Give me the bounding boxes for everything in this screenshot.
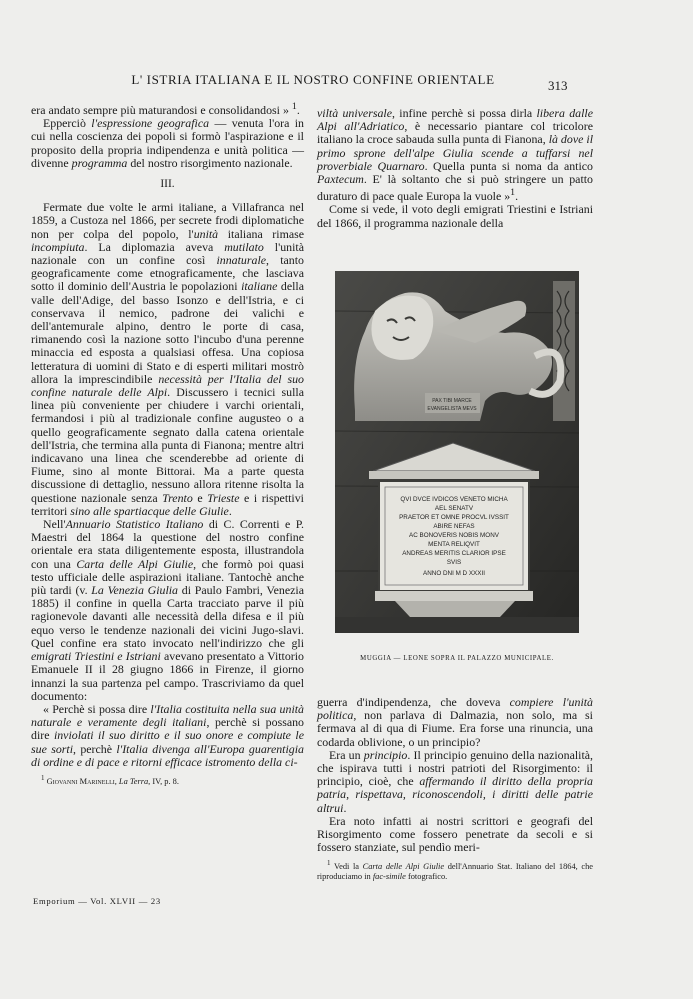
right-paragraph-3: guerra d'indipendenza, che doveva compiere l'unità politica, non parlava di Dalmazia, non solo, ma si fermava al di qua di Fiume. Era forse una rinuncia, una codarda oblivione, o un principio? (317, 695, 593, 749)
plaque-line-8: SVIS (446, 559, 462, 566)
plaque-line-7: ANDREAS MERITIS CLARIOR IPSE (402, 550, 506, 557)
right-paragraph-2: Come si vede, il voto degli emigrati Triestini e Istriani del 1866, il programma nazionale della (317, 202, 593, 230)
right-paragraph-1: viltà universale, infine perchè si possa dirla libera dalle Alpi all'Adriatico, è necessario piantare col tricolore italiano la croce sabauda sulla punta di Fianona, là dove il primo sprone dell'alpe Giulia scende a tuffarsi nel proverbiale Quarnaro. Quella punta si noma da antico Paxtecum. E' là soltanto che si può stringere un patto duraturo di pace quale Europa la vuole »$^1$. (317, 106, 594, 204)
left-paragraph-3: Fermate due volte le armi italiane, a Villafranca nel 1859, a Custoza nel 1866, per secrete frodi diplomatiche non per colpa del popolo, l'unità italiana rimase incompiuta. La diplomazia aveva mutilato l'unità nazionale con un confine così innaturale, tanto geograficamente come etnograficamente, che lasciava sotto il dominio dell'Austria le popolazioni italiane della valle dell'Adige, del basso Isonzo e dell'Istria, e ci conservava il nemico, padrone dei valichi e dell'antemurale alpino, dentro le porte di casa, rimanendo così la nazione sotto l'incubo d'una perenne minaccia ed esposta a qualsiasi offesa. Una copiosa letteratura di uomini di Stato e di esperti militari mostrò allora la imprescindibile necessità per l'Italia del suo confine naturale delle Alpi. Discussero i tecnici sulla linea più conveniente per chiudere i varchi orientali, fermandosi i più al tradizionale confine augusteo o a quello geograficamente segnato dalla catena orientale dell'Istria, che termina alla punta di Fianona; mentre altri indicavano una linea che scenderebbe ad oriente di Fiume, sino al monte Bittorai. Ma a parte questa discussione di dettaglio, nessuno allora ritenne risolta la questione nazionale senza Trento e Trieste e i rispettivi territori sino alle spartiacque delle Giulie. (31, 200, 305, 518)
left-footnote: $^1$ Giovanni Marinelli, La Terra, IV, p. 8. (41, 773, 179, 786)
plaque-line-2: AEL SENATV (434, 505, 474, 512)
photo-caption: MUGGIA — LEONE SOPRA IL PALAZZO MUNICIPALE. (360, 655, 554, 662)
left-paragraph-4: Nell'Annuario Statistico Italiano di C. Correnti e P. Maestri del 1864 la questione del nostro confine orientale era stata diligentemente esposta, illustrandola con una Carta delle Alpi Giulie, che formò poi quasi testo ufficiale delle aspirazioni italiane. Tantochè anche più tardi (v. La Venezia Giulia di Paulo Fambri, Venezia 1885) il confine in quella Carta tracciato parve il più ragionevole davanti alle necessità della difesa e il più equo verso le tendenze nazionali dei vicini Jugo-slavi. Quel confine era stato invocato nell'indirizzo che gli emigrati Triestini e Istriani avevano presentato a Vittorio Emanuele II il 28 giugno 1866 in Firenze, il giorno innanzi la sua partenza pel campo. Trascriviamo da quel documento: (31, 517, 305, 703)
right-column-bottom (317, 696, 593, 882)
lion-inscription-line-1: PAX TIBI MARCE (432, 398, 472, 404)
left-paragraph-1: era andato sempre più maturandosi e consolidandosi » $^1$. (31, 101, 300, 117)
right-column-top (317, 107, 593, 230)
section-number: III. (160, 177, 175, 190)
page-number: 313 (548, 78, 568, 93)
left-paragraph-5-quote: « Perchè si possa dire l'Italia costituita nella sua unità naturale e veramente degli italiani, perchè si possano dire inviolati il suo diritto e il suo onore e compiute le sue sorti, perchè l'Italia divenga all'Europa guarentigia di ordine e di pace e ritorni efficace istromento della ci- (31, 701, 304, 769)
plaque-line-1: QVI DVCE IVDICOS VENETO MICHA (400, 496, 508, 503)
plaque-line-4: ABIRE NEFAS (433, 523, 475, 530)
plaque-line-3: PRAETOR ET OMNE PROCVL IVSSIT (399, 514, 509, 521)
left-column (31, 100, 304, 787)
left-paragraph-2: Epperciò l'espressione geografica — venuta l'ora in cui nella coscienza dei popoli si formò l'aspirazione e il proposito della propria indipendenza e unità politica — divenne programma del nostro risorgimento nazionale. (31, 116, 305, 170)
right-paragraph-5: Era noto infatti ai nostri scrittori e geografi del Risorgimento come fossero penetrate da secoli e si fossero stanziate, sul pendìo meri- (317, 813, 593, 855)
lion-inscription-line-2: EVANGELISTA MEVS (427, 406, 477, 412)
running-title: L' ISTRIA ITALIANA E IL NOSTRO CONFINE ORIENTALE (131, 72, 495, 87)
inscription-plaque (379, 481, 529, 591)
right-paragraph-4: Era un principio. Il principio genuino della nazionalità, che ispirava tutti i nostri patrioti del Risorgimento: il principio, cioè, che affermando il diritto della propria patria, rispettava, riconoscendoli, i diritti delle patrie altrui. (317, 747, 594, 815)
plaque-line-9: ANNO DNI M D XXXII (423, 570, 485, 577)
right-footnote: $^1$ Vedi la Carta delle Alpi Giulie dell'Annuario Stat. Italiano del 1864, che riproduciamo in fac-simile fotografico. (317, 859, 593, 882)
photo-muggia-lion (335, 271, 579, 633)
page-footer: Emporium — Vol. XLVII — 23 (33, 896, 161, 906)
plaque-line-5: AC BONOVERIS NOBIS MONV (409, 532, 499, 539)
plaque-line-6: MENTA RELIQVIT (428, 541, 480, 548)
